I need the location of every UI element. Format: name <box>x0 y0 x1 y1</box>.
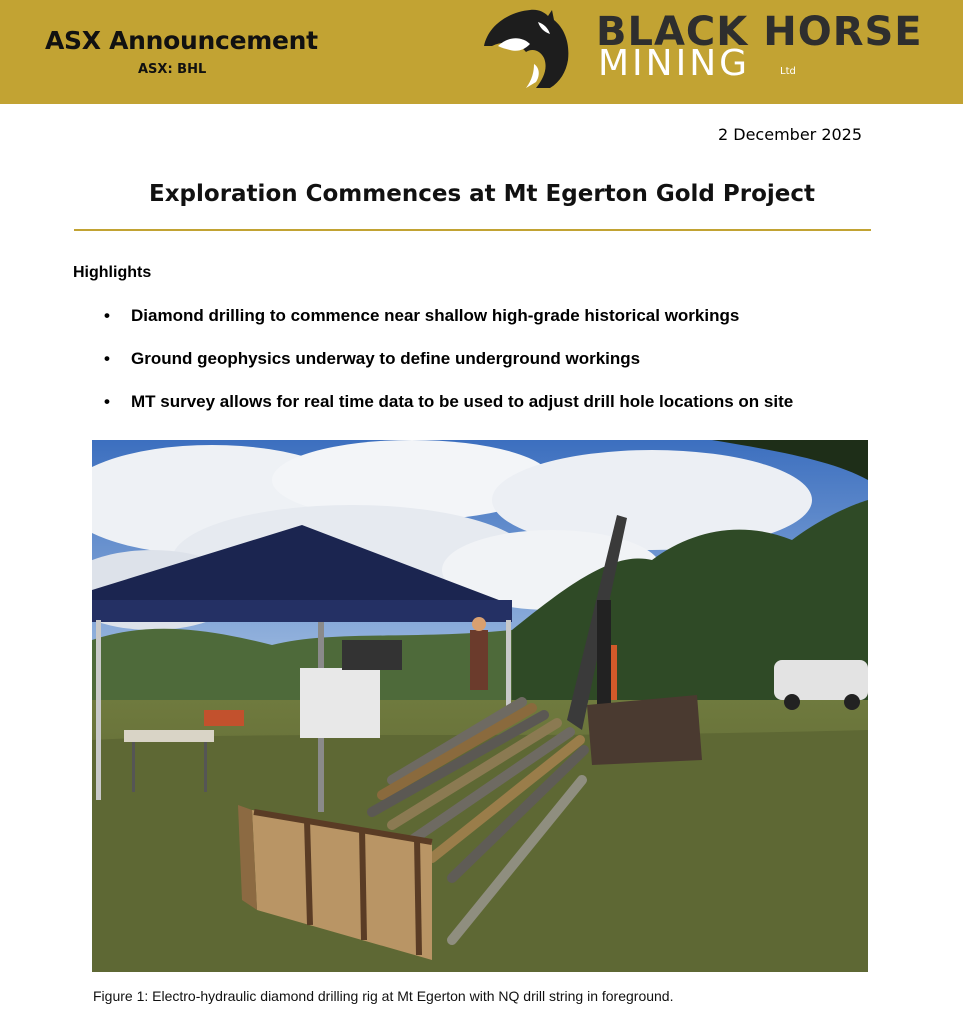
header-banner <box>0 0 963 104</box>
highlight-text: Ground geophysics underway to define underground workings <box>131 349 641 368</box>
horse-head-icon <box>478 6 574 90</box>
logo-wordmark-line1: BLACK HORSE <box>596 9 923 55</box>
bullet-icon: • <box>104 349 110 368</box>
highlight-text: Diamond drilling to commence near shallow high-grade historical workings <box>131 306 740 325</box>
highlight-text: MT survey allows for real time data to be used to adjust drill hole locations on site <box>131 392 794 411</box>
highlights-heading: Highlights <box>73 264 152 281</box>
bullet-icon: • <box>104 306 110 325</box>
page-title: Exploration Commences at Mt Egerton Gold Project <box>149 181 815 207</box>
bullet-icon: • <box>104 392 110 411</box>
logo-wordmark-line2: MINING <box>598 43 751 84</box>
drilling-rig-photo <box>92 440 868 972</box>
logo-wordmark-suffix: Ltd <box>780 66 796 77</box>
title-divider <box>74 229 871 231</box>
announcement-date: 2 December 2025 <box>718 125 863 144</box>
figure-caption: Figure 1: Electro-hydraulic diamond drilling rig at Mt Egerton with NQ drill string in foreground. <box>93 988 674 1004</box>
announcement-title: ASX Announcement <box>45 26 318 55</box>
asx-code: ASX: BHL <box>138 62 207 77</box>
